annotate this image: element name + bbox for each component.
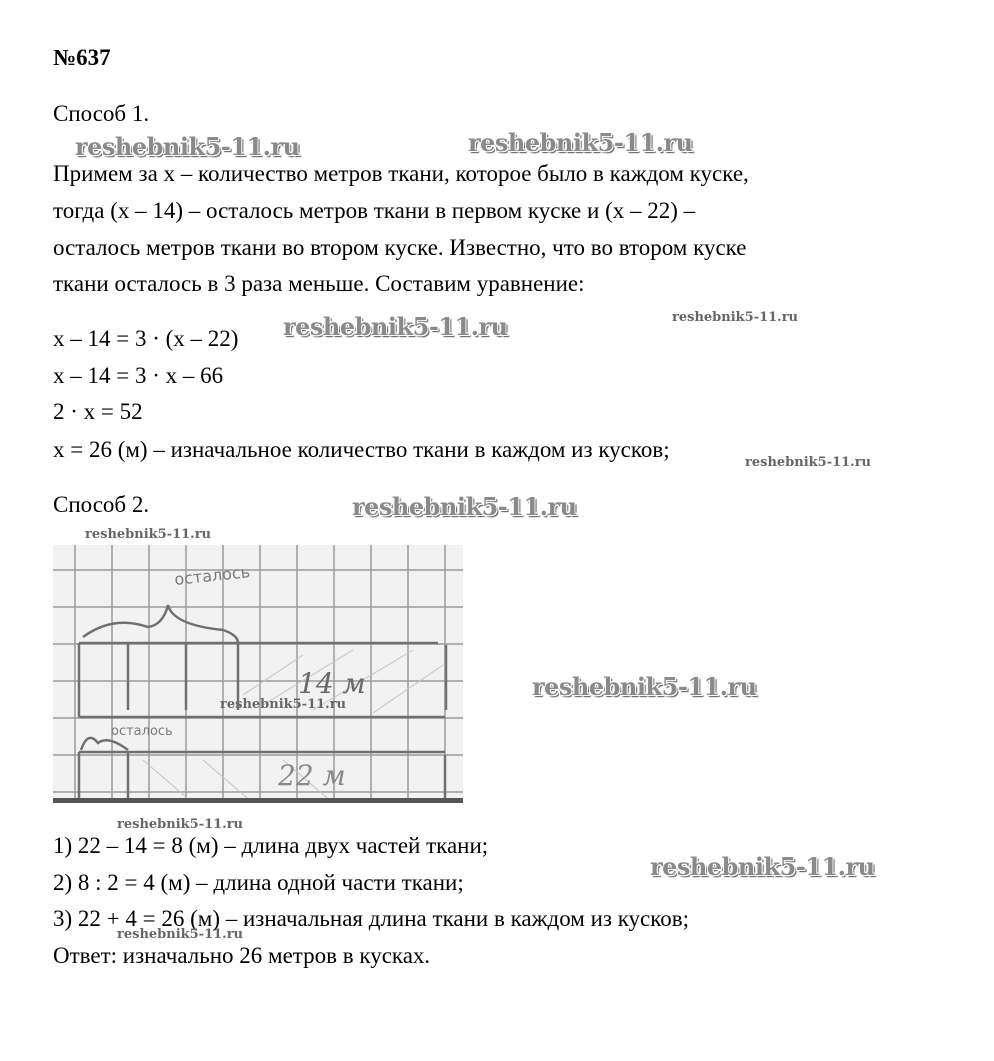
sketch-length-top: 14 м	[298, 667, 366, 700]
solution-step: 3) 22 + 4 = 26 (м) – изначальная длина ткани в каждом из кусков;	[53, 906, 690, 931]
fabric-sketch-image	[53, 545, 463, 803]
sketch-label-top: осталось	[173, 562, 251, 589]
answer: Ответ: изначально 26 метров в кусках.	[53, 943, 431, 968]
watermark: reshebnik5-11.ru	[117, 927, 244, 942]
watermark: reshebnik5-11.ru	[85, 527, 212, 542]
sketch-length-bottom: 22 м	[278, 759, 346, 792]
paragraph-line: тогда (х – 14) – осталось метров ткани в первом куске и (х – 22) –	[53, 198, 696, 223]
paragraph-line: осталось метров ткани во втором куске. Известно, что во втором куске	[53, 235, 747, 260]
method1-heading: Способ 1.	[53, 101, 150, 126]
equation: 2 · х = 52	[53, 399, 143, 424]
watermark: reshebnik5-11.ru	[745, 455, 872, 470]
watermark: reshebnik5-11.ru	[468, 128, 693, 157]
equation: х – 14 = 3 · х – 66	[53, 363, 224, 388]
paragraph-line: ткани осталось в 3 раза меньше. Составим уравнение:	[53, 271, 585, 296]
equation: х = 26 (м) – изначальное количество ткани в каждом из кусков;	[53, 437, 670, 462]
watermark: reshebnik5-11.ru	[117, 817, 244, 832]
method2-heading: Способ 2.	[53, 492, 150, 517]
watermark: reshebnik5-11.ru	[532, 672, 757, 701]
watermark: reshebnik5-11.ru	[75, 132, 300, 161]
problem-number: №637	[53, 45, 111, 70]
solution-step: 1) 22 – 14 = 8 (м) – длина двух частей ткани;	[53, 833, 489, 858]
watermark: reshebnik5-11.ru	[283, 312, 508, 341]
watermark: reshebnik5-11.ru	[672, 310, 799, 325]
watermark: reshebnik5-11.ru	[352, 492, 577, 521]
watermark: reshebnik5-11.ru	[650, 852, 875, 881]
sketch-label-bottom: осталось	[111, 724, 173, 739]
watermark: reshebnik5-11.ru	[220, 697, 347, 712]
solution-step: 2) 8 : 2 = 4 (м) – длина одной части ткани;	[53, 870, 464, 895]
equation: х – 14 = 3 · (х – 22)	[53, 326, 239, 351]
paragraph-line: Примем за х – количество метров ткани, которое было в каждом куске,	[53, 161, 749, 186]
